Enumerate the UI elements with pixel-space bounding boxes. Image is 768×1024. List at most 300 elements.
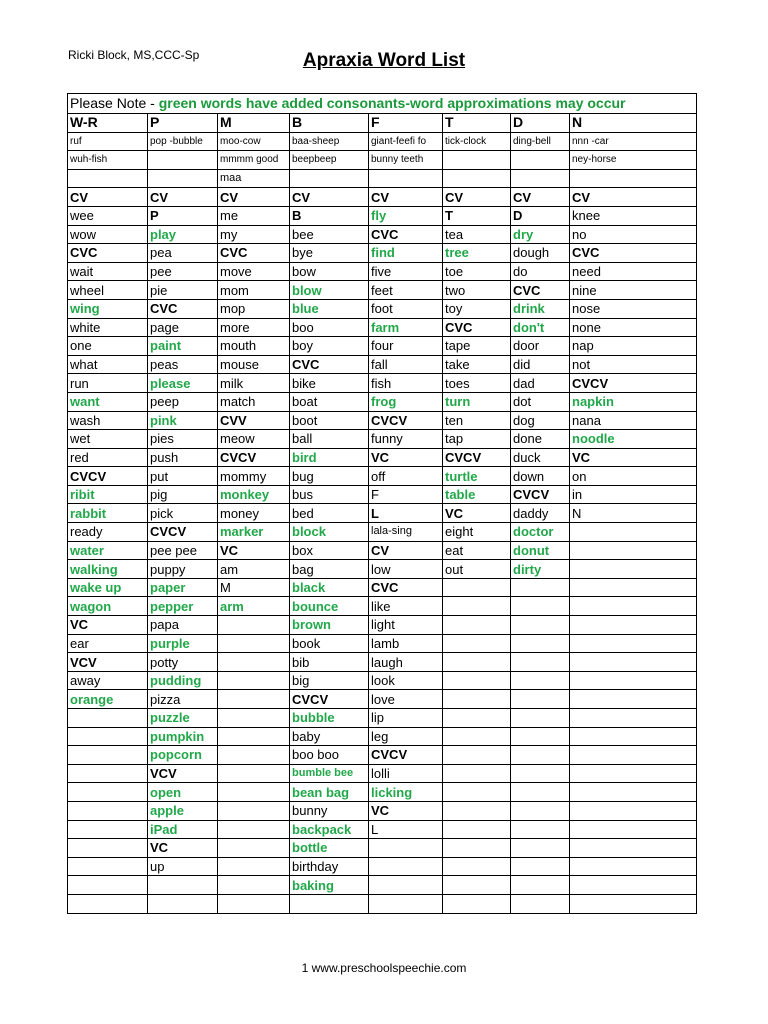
word-cell: off: [369, 467, 443, 486]
word-cell: me: [218, 206, 290, 225]
word-cell: boot: [290, 411, 369, 430]
word-row: [68, 876, 697, 895]
note-text: green words have added consonants-word approximations may occur: [158, 95, 626, 111]
word-cell: rabbit: [68, 504, 148, 523]
sample-phrase-cell: [570, 169, 697, 188]
word-cell: four: [369, 337, 443, 356]
word-cell: [511, 671, 570, 690]
syllable-pattern-cell: VCV: [148, 764, 218, 783]
word-cell: out: [443, 560, 511, 579]
sample-phrase-cell: maa: [218, 169, 290, 188]
word-cell: bottle: [290, 839, 369, 858]
syllable-pattern-cell: VC: [218, 541, 290, 560]
word-cell: mouth: [218, 337, 290, 356]
sample-phrase-cell: mmmm good: [218, 151, 290, 170]
word-cell: toes: [443, 374, 511, 393]
word-cell: monkey: [218, 485, 290, 504]
word-cell: boy: [290, 337, 369, 356]
column-header: M: [218, 114, 290, 133]
word-row: [68, 244, 697, 263]
word-row: [68, 541, 697, 560]
word-cell: bean bag: [290, 783, 369, 802]
word-cell: [570, 727, 697, 746]
syllable-pattern-cell: L: [369, 504, 443, 523]
sample-phrase-cell: [369, 169, 443, 188]
word-cell: pea: [148, 244, 218, 263]
word-cell: away: [68, 671, 148, 690]
word-cell: money: [218, 504, 290, 523]
word-cell: bee: [290, 225, 369, 244]
word-cell: [443, 746, 511, 765]
word-cell: mom: [218, 281, 290, 300]
word-cell: pudding: [148, 671, 218, 690]
word-row: [68, 764, 697, 783]
word-cell: [511, 820, 570, 839]
word-cell: in: [570, 485, 697, 504]
word-cell: am: [218, 560, 290, 579]
word-cell: dot: [511, 392, 570, 411]
word-cell: [68, 783, 148, 802]
word-cell: [443, 839, 511, 858]
syllable-pattern-cell: CV: [511, 188, 570, 207]
syllable-pattern-cell: VC: [443, 504, 511, 523]
sample-phrase-cell: ding-bell: [511, 132, 570, 151]
word-cell: [443, 634, 511, 653]
word-cell: L: [369, 820, 443, 839]
word-cell: papa: [148, 616, 218, 635]
word-cell: one: [68, 337, 148, 356]
word-cell: [68, 764, 148, 783]
word-cell: eight: [443, 523, 511, 542]
word-list-table: [67, 93, 697, 914]
word-cell: [68, 876, 148, 895]
column-header: F: [369, 114, 443, 133]
word-cell: [218, 876, 290, 895]
word-cell: book: [290, 634, 369, 653]
word-cell: bow: [290, 262, 369, 281]
word-cell: [511, 857, 570, 876]
column-header: P: [148, 114, 218, 133]
syllable-pattern-cell: P: [148, 206, 218, 225]
word-row: [68, 578, 697, 597]
word-cell: toe: [443, 262, 511, 281]
word-cell: [443, 653, 511, 672]
word-cell: big: [290, 671, 369, 690]
word-cell: [511, 764, 570, 783]
word-row: [68, 671, 697, 690]
word-cell: [218, 653, 290, 672]
word-cell: [290, 894, 369, 913]
word-cell: donut: [511, 541, 570, 560]
word-cell: [443, 783, 511, 802]
word-cell: toy: [443, 299, 511, 318]
word-cell: iPad: [148, 820, 218, 839]
word-cell: puzzle: [148, 709, 218, 728]
sample-phrase-cell: moo-cow: [218, 132, 290, 151]
word-row: [68, 430, 697, 449]
word-cell: take: [443, 355, 511, 374]
sample-phrase-cell: tick-clock: [443, 132, 511, 151]
word-cell: pee pee: [148, 541, 218, 560]
word-cell: purple: [148, 634, 218, 653]
word-cell: feet: [369, 281, 443, 300]
word-cell: do: [511, 262, 570, 281]
word-cell: lala-sing: [369, 523, 443, 542]
word-cell: pink: [148, 411, 218, 430]
word-cell: blow: [290, 281, 369, 300]
word-cell: [218, 709, 290, 728]
word-cell: ribit: [68, 485, 148, 504]
word-cell: ten: [443, 411, 511, 430]
word-cell: [570, 634, 697, 653]
word-cell: mop: [218, 299, 290, 318]
word-cell: peas: [148, 355, 218, 374]
word-cell: door: [511, 337, 570, 356]
syllable-pattern-cell: CV: [218, 188, 290, 207]
word-cell: open: [148, 783, 218, 802]
word-cell: pig: [148, 485, 218, 504]
word-cell: fish: [369, 374, 443, 393]
word-cell: [218, 839, 290, 858]
word-cell: [511, 597, 570, 616]
word-cell: wait: [68, 262, 148, 281]
word-cell: boat: [290, 392, 369, 411]
word-row: [68, 411, 697, 430]
column-header: W-R: [68, 114, 148, 133]
word-cell: nana: [570, 411, 697, 430]
word-cell: mommy: [218, 467, 290, 486]
word-cell: bumble bee: [290, 764, 369, 783]
word-cell: potty: [148, 653, 218, 672]
word-cell: puppy: [148, 560, 218, 579]
word-cell: wee: [68, 206, 148, 225]
word-cell: mouse: [218, 355, 290, 374]
word-cell: [570, 578, 697, 597]
word-row: [68, 355, 697, 374]
author-line: Ricki Block, MS,CCC-Sp: [68, 48, 200, 62]
word-cell: bed: [290, 504, 369, 523]
syllable-pattern-cell: CVC: [290, 355, 369, 374]
word-cell: play: [148, 225, 218, 244]
word-cell: pumpkin: [148, 727, 218, 746]
word-cell: [218, 671, 290, 690]
word-cell: pee: [148, 262, 218, 281]
word-cell: like: [369, 597, 443, 616]
word-cell: dirty: [511, 560, 570, 579]
word-cell: M: [218, 578, 290, 597]
sample-phrase-row: [68, 132, 697, 151]
word-cell: [511, 634, 570, 653]
syllable-pattern-cell: VCV: [68, 653, 148, 672]
word-cell: laugh: [369, 653, 443, 672]
word-cell: [511, 727, 570, 746]
word-cell: [570, 764, 697, 783]
word-cell: arm: [218, 597, 290, 616]
sample-phrase-cell: [148, 151, 218, 170]
syllable-pattern-cell: CV: [290, 188, 369, 207]
syllable-pattern-cell: CVC: [511, 281, 570, 300]
word-cell: peep: [148, 392, 218, 411]
word-row: [68, 560, 697, 579]
word-cell: [218, 727, 290, 746]
word-cell: [570, 523, 697, 542]
word-cell: bike: [290, 374, 369, 393]
sample-phrase-cell: giant-feefi fo: [369, 132, 443, 151]
word-cell: ball: [290, 430, 369, 449]
word-cell: brown: [290, 616, 369, 635]
word-cell: bird: [290, 448, 369, 467]
word-cell: [369, 839, 443, 858]
word-row: [68, 783, 697, 802]
syllable-pattern-cell: VC: [369, 448, 443, 467]
word-cell: [443, 857, 511, 876]
word-row: [68, 448, 697, 467]
word-row: [68, 262, 697, 281]
syllable-pattern-cell: CVC: [443, 318, 511, 337]
word-row: [68, 634, 697, 653]
syllable-pattern-cell: CV: [570, 188, 697, 207]
word-cell: look: [369, 671, 443, 690]
word-cell: none: [570, 318, 697, 337]
word-cell: done: [511, 430, 570, 449]
word-row: [68, 374, 697, 393]
syllable-pattern-cell: T: [443, 206, 511, 225]
word-cell: blue: [290, 299, 369, 318]
word-cell: wet: [68, 430, 148, 449]
word-cell: run: [68, 374, 148, 393]
syllable-pattern-cell: CVCV: [511, 485, 570, 504]
word-cell: baby: [290, 727, 369, 746]
word-cell: [511, 578, 570, 597]
word-row: [68, 727, 697, 746]
word-cell: lamb: [369, 634, 443, 653]
syllable-pattern-cell: CVCV: [570, 374, 697, 393]
word-cell: need: [570, 262, 697, 281]
word-cell: [148, 876, 218, 895]
word-cell: [570, 894, 697, 913]
word-cell: push: [148, 448, 218, 467]
word-cell: my: [218, 225, 290, 244]
word-cell: [511, 839, 570, 858]
word-cell: love: [369, 690, 443, 709]
word-cell: [218, 634, 290, 653]
word-cell: bus: [290, 485, 369, 504]
word-cell: [570, 653, 697, 672]
sample-phrase-cell: [68, 169, 148, 188]
word-cell: dad: [511, 374, 570, 393]
word-cell: ready: [68, 523, 148, 542]
word-cell: lip: [369, 709, 443, 728]
column-header: T: [443, 114, 511, 133]
word-cell: napkin: [570, 392, 697, 411]
word-cell: [570, 801, 697, 820]
word-row: [68, 690, 697, 709]
syllable-pattern-cell: VC: [68, 616, 148, 635]
word-cell: tape: [443, 337, 511, 356]
syllable-pattern-cell: B: [290, 206, 369, 225]
word-cell: [218, 857, 290, 876]
word-cell: duck: [511, 448, 570, 467]
word-cell: wake up: [68, 578, 148, 597]
word-cell: [570, 820, 697, 839]
word-cell: bug: [290, 467, 369, 486]
word-cell: [443, 727, 511, 746]
word-cell: nap: [570, 337, 697, 356]
syllable-pattern-cell: CVV: [218, 411, 290, 430]
word-cell: [570, 597, 697, 616]
word-cell: don't: [511, 318, 570, 337]
word-cell: orange: [68, 690, 148, 709]
word-cell: dog: [511, 411, 570, 430]
word-cell: pizza: [148, 690, 218, 709]
word-cell: [443, 671, 511, 690]
word-cell: [218, 690, 290, 709]
word-cell: N: [570, 504, 697, 523]
word-cell: [68, 820, 148, 839]
word-cell: licking: [369, 783, 443, 802]
word-row: [68, 653, 697, 672]
word-cell: [511, 876, 570, 895]
word-cell: [68, 727, 148, 746]
word-cell: [443, 876, 511, 895]
word-cell: two: [443, 281, 511, 300]
word-row: [68, 597, 697, 616]
word-row: [68, 523, 697, 542]
word-row: [68, 485, 697, 504]
word-cell: [218, 820, 290, 839]
syllable-pattern-cell: VC: [570, 448, 697, 467]
word-cell: [68, 709, 148, 728]
word-cell: [443, 616, 511, 635]
word-row: [68, 225, 697, 244]
syllable-pattern-cell: CVC: [68, 244, 148, 263]
word-row: [68, 839, 697, 858]
syllable-pattern-cell: CV: [443, 188, 511, 207]
word-cell: wash: [68, 411, 148, 430]
footer-page-url: 1 www.preschoolspeechie.com: [301, 961, 467, 975]
page-title: [0, 50, 768, 72]
sample-phrase-cell: baa-sheep: [290, 132, 369, 151]
syllable-pattern-cell: VC: [369, 801, 443, 820]
word-cell: drink: [511, 299, 570, 318]
word-cell: [511, 709, 570, 728]
word-row: [68, 337, 697, 356]
word-cell: [218, 783, 290, 802]
sample-phrase-cell: pop -bubble: [148, 132, 218, 151]
syllable-pattern-cell: D: [511, 206, 570, 225]
word-cell: apple: [148, 801, 218, 820]
word-row: [68, 709, 697, 728]
word-cell: fall: [369, 355, 443, 374]
word-cell: wow: [68, 225, 148, 244]
word-row: [68, 281, 697, 300]
word-cell: dough: [511, 244, 570, 263]
word-cell: turtle: [443, 467, 511, 486]
word-cell: bib: [290, 653, 369, 672]
page-title-text: Apraxia Word List: [302, 50, 466, 71]
word-cell: [570, 560, 697, 579]
word-cell: wheel: [68, 281, 148, 300]
word-row: [68, 820, 697, 839]
word-cell: [511, 690, 570, 709]
sample-phrase-cell: [443, 169, 511, 188]
word-cell: [443, 578, 511, 597]
note-row: [68, 94, 697, 114]
word-cell: pepper: [148, 597, 218, 616]
word-cell: put: [148, 467, 218, 486]
word-cell: did: [511, 355, 570, 374]
word-cell: no: [570, 225, 697, 244]
word-cell: backpack: [290, 820, 369, 839]
word-cell: [511, 616, 570, 635]
word-cell: [570, 876, 697, 895]
word-cell: marker: [218, 523, 290, 542]
word-cell: five: [369, 262, 443, 281]
word-row: [68, 746, 697, 765]
word-cell: paper: [148, 578, 218, 597]
syllable-pattern-cell: CVC: [218, 244, 290, 263]
word-cell: [511, 801, 570, 820]
word-cell: [570, 746, 697, 765]
word-cell: doctor: [511, 523, 570, 542]
word-cell: match: [218, 392, 290, 411]
word-cell: wing: [68, 299, 148, 318]
word-row: [68, 318, 697, 337]
syllable-pattern-cell: CVCV: [290, 690, 369, 709]
word-cell: [148, 894, 218, 913]
sample-phrase-cell: [511, 169, 570, 188]
sample-phrase-cell: nnn -car: [570, 132, 697, 151]
word-cell: dry: [511, 225, 570, 244]
word-cell: walking: [68, 560, 148, 579]
word-cell: box: [290, 541, 369, 560]
word-cell: eat: [443, 541, 511, 560]
word-cell: baking: [290, 876, 369, 895]
word-cell: farm: [369, 318, 443, 337]
word-cell: white: [68, 318, 148, 337]
word-cell: table: [443, 485, 511, 504]
word-cell: not: [570, 355, 697, 374]
word-cell: leg: [369, 727, 443, 746]
syllable-pattern-cell: CVCV: [148, 523, 218, 542]
word-row: [68, 392, 697, 411]
word-cell: [218, 616, 290, 635]
word-cell: want: [68, 392, 148, 411]
word-cell: [511, 783, 570, 802]
word-row: [68, 894, 697, 913]
word-cell: [511, 746, 570, 765]
word-cell: funny: [369, 430, 443, 449]
word-cell: boo boo: [290, 746, 369, 765]
word-row: [68, 616, 697, 635]
word-cell: move: [218, 262, 290, 281]
sample-phrase-cell: [148, 169, 218, 188]
word-cell: bag: [290, 560, 369, 579]
word-cell: [218, 801, 290, 820]
syllable-pattern-cell: CV: [148, 188, 218, 207]
word-cell: [511, 653, 570, 672]
column-header: N: [570, 114, 697, 133]
word-cell: tap: [443, 430, 511, 449]
word-cell: water: [68, 541, 148, 560]
word-cell: [369, 876, 443, 895]
word-cell: bubble: [290, 709, 369, 728]
word-cell: turn: [443, 392, 511, 411]
word-cell: [218, 746, 290, 765]
word-cell: [570, 783, 697, 802]
syllable-pattern-cell: CVCV: [68, 467, 148, 486]
word-cell: nose: [570, 299, 697, 318]
